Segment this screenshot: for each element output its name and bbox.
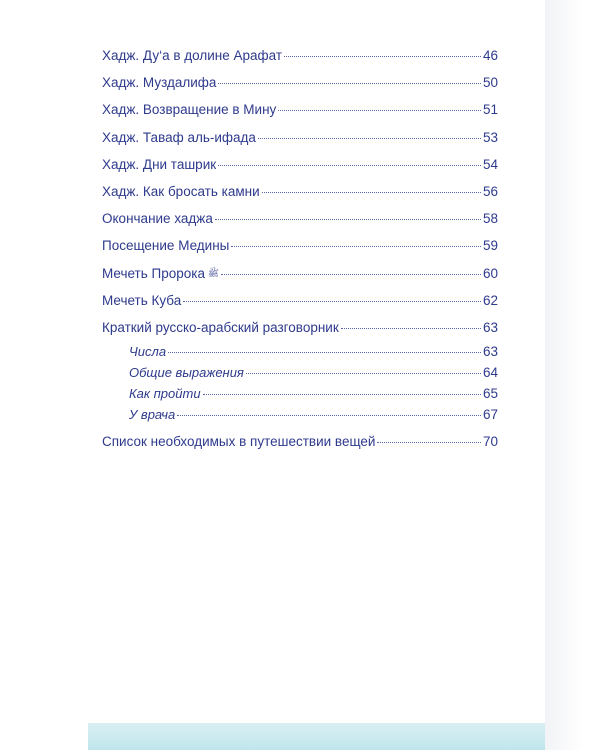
page-number: 58 xyxy=(482,211,498,227)
toc-entry xyxy=(102,178,498,205)
entry-title: Хадж. Как бросать камни xyxy=(102,183,260,199)
entry-title: Хадж. Дни ташрик xyxy=(102,156,217,172)
dot-leader xyxy=(221,274,481,275)
entry-title: Список необходимых в путешествии вещей xyxy=(102,434,376,450)
entry-title: Хадж. Ду‘а в долине Арафат xyxy=(102,48,283,63)
dot-leader xyxy=(258,138,481,139)
dot-leader xyxy=(262,192,481,193)
page-number: 56 xyxy=(482,183,498,199)
dot-leader xyxy=(215,219,481,220)
toc-subentry xyxy=(102,362,498,383)
dot-leader xyxy=(246,373,481,374)
page-number: 46 xyxy=(482,48,498,63)
toc-entry xyxy=(102,232,498,259)
entry-title: Хадж. Таваф аль-ифада xyxy=(102,129,256,145)
entry-title: Числа xyxy=(129,344,167,360)
page-number: 60 xyxy=(482,265,498,281)
salawat-ligature-icon: ﷺ xyxy=(207,267,219,278)
toc-entry xyxy=(102,69,498,96)
toc-entry xyxy=(102,314,498,341)
dot-leader xyxy=(203,394,481,395)
entry-title: У врача xyxy=(129,407,176,423)
toc-entry xyxy=(102,260,498,287)
entry-title: Хадж. Муздалифа xyxy=(102,75,217,91)
page-number: 65 xyxy=(482,386,498,402)
page-number: 50 xyxy=(482,75,498,91)
page-number: 63 xyxy=(482,319,498,335)
page-number: 51 xyxy=(482,102,498,118)
toc-subentry xyxy=(102,341,498,362)
entry-title: Как пройти xyxy=(129,386,201,402)
page-number: 53 xyxy=(482,129,498,145)
dot-leader xyxy=(183,301,481,302)
dot-leader xyxy=(218,83,481,84)
page-number: 70 xyxy=(482,434,498,450)
page-number: 59 xyxy=(482,238,498,254)
dot-leader xyxy=(177,415,481,416)
toc-entry xyxy=(102,287,498,314)
page-number: 63 xyxy=(482,344,498,360)
entry-title: Посещение Медины xyxy=(102,238,230,254)
dot-leader xyxy=(168,352,481,353)
dot-leader xyxy=(218,165,481,166)
page-edge-shadow xyxy=(545,0,600,750)
entry-title: Хадж. Возвращение в Мину xyxy=(102,102,277,118)
entry-title: Окончание хаджа xyxy=(102,211,213,227)
entry-title: Мечеть Пророка xyxy=(102,265,205,281)
entry-title: Общие выражения xyxy=(129,365,244,381)
entry-title: Краткий русско-арабский разговорник xyxy=(102,319,339,335)
dot-leader xyxy=(377,442,481,443)
entry-title: Мечеть Куба xyxy=(102,292,182,308)
toc-entry xyxy=(102,428,498,455)
toc-entry xyxy=(102,205,498,232)
dot-leader xyxy=(341,328,481,329)
toc-subentry xyxy=(102,404,498,425)
dot-leader xyxy=(231,246,481,247)
toc-entry xyxy=(102,42,498,69)
page-number: 64 xyxy=(482,365,498,381)
toc-entry xyxy=(102,151,498,178)
toc-entry xyxy=(102,124,498,151)
page-number: 54 xyxy=(482,156,498,172)
page-number: 67 xyxy=(482,407,498,423)
page-number: 62 xyxy=(482,292,498,308)
table-of-contents xyxy=(102,42,498,455)
toc-entry xyxy=(102,96,498,123)
dot-leader xyxy=(284,56,481,57)
dot-leader xyxy=(278,110,481,111)
toc-subentry xyxy=(102,383,498,404)
cover-color-strip xyxy=(88,723,545,750)
